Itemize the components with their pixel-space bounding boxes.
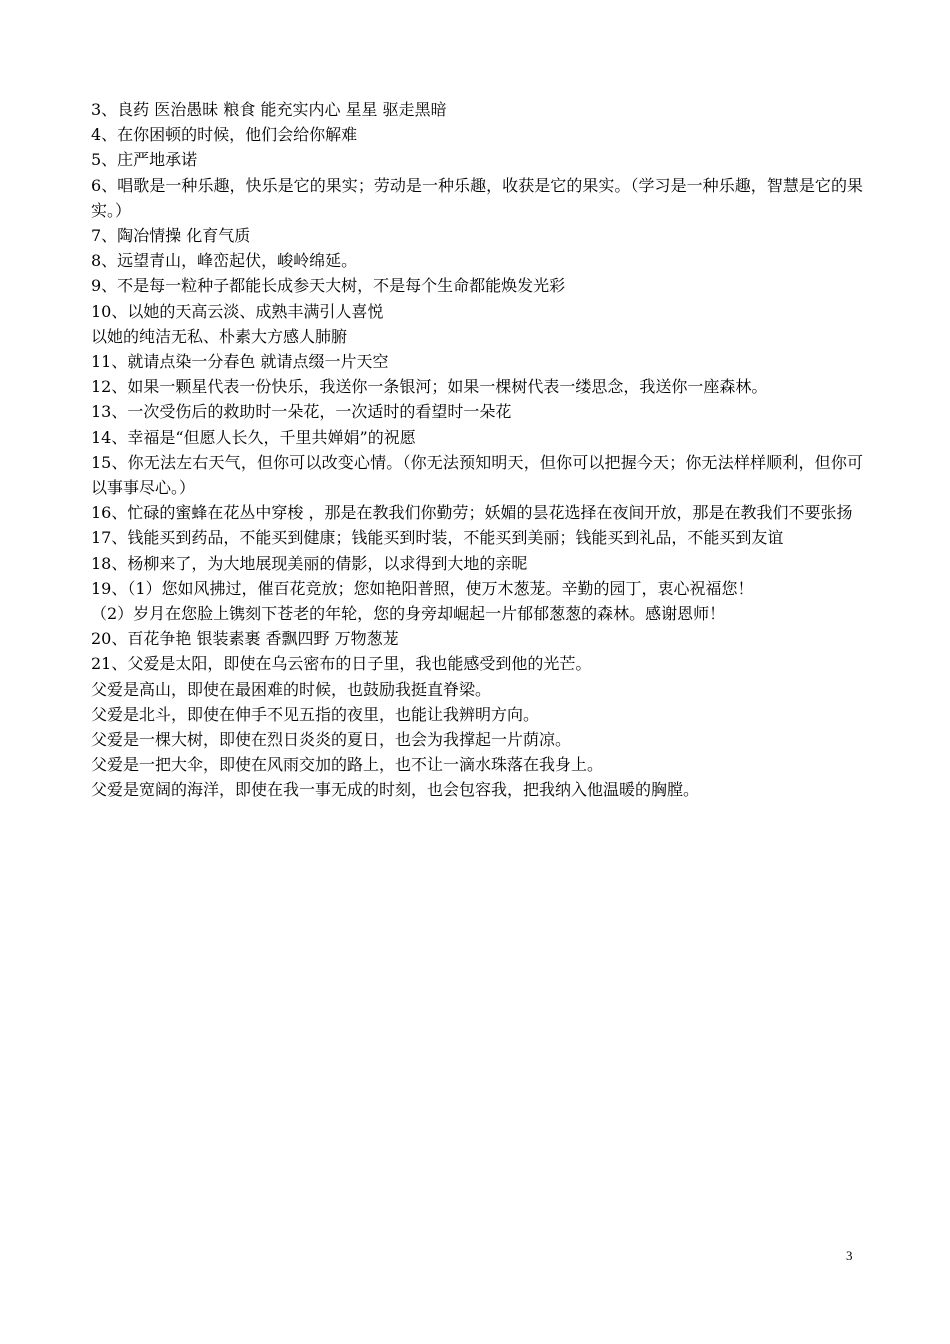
text-line: 9、不是每一粒种子都能长成参天大树，不是每个生命都能焕发光彩 — [91, 276, 566, 296]
text-line: 21、父爱是太阳，即使在乌云密布的日子里，我也能感受到他的光芒。 — [91, 654, 592, 674]
text-line: 13、一次受伤后的救助时一朵花，一次适时的看望时一朵花 — [91, 402, 512, 422]
text-line: 8、远望青山，峰峦起伏，峻岭绵延。 — [91, 251, 358, 271]
text-line: 15、你无法左右天气，但你可以改变心情。（你无法预知明天，但你可以把握今天；你无法样样顺利，但你可以事事尽心。） — [91, 452, 863, 498]
text-line: 5、庄严地承诺 — [91, 150, 198, 170]
text-line: 父爱是一棵大树，即使在烈日炎炎的夏日，也会为我撑起一片荫凉。 — [91, 730, 572, 750]
text-line: 父爱是高山，即使在最困难的时候，也鼓励我挺直脊梁。 — [91, 679, 492, 699]
text-line: 16、忙碌的蜜蜂在花丛中穿梭 ，那是在教我们你勤劳；妖媚的昙花选择在夜间开放，那是在教我们不要张扬 — [91, 503, 853, 523]
text-line: 20、百花争艳 银装素裹 香飘四野 万物葱茏 — [91, 629, 399, 649]
text-line: 12、如果一颗星代表一份快乐，我送你一条银河；如果一棵树代表一缕思念，我送你一座森林。 — [91, 377, 768, 397]
text-line: 14、幸福是“但愿人长久，千里共婵娟”的祝愿 — [91, 427, 416, 447]
text-line: 17、钱能买到药品，不能买到健康；钱能买到时装，不能买到美丽；钱能买到礼品，不能买到友谊 — [91, 528, 784, 548]
text-line: 父爱是北斗，即使在伸手不见五指的夜里，也能让我辨明方向。 — [91, 704, 540, 724]
text-line: 以她的纯洁无私、朴素大方感人肺腑 — [91, 326, 348, 346]
page-number: 3 — [846, 1248, 853, 1263]
text-line: 18、杨柳来了，为大地展现美丽的倩影，以求得到大地的亲昵 — [91, 553, 528, 573]
text-line: （2）岁月在您脸上镌刻下苍老的年轮，您的身旁却崛起一片郁郁葱葱的森林。感谢恩师！ — [91, 604, 726, 624]
text-line: 4、在你困顿的时候，他们会给你解难 — [91, 125, 358, 145]
document-body — [91, 97, 863, 803]
text-line: 父爱是宽阔的海洋，即使在我一事无成的时刻，也会包容我，把我纳入他温暖的胸膛。 — [91, 780, 700, 800]
text-line: 19、（1）您如风拂过，催百花竞放；您如艳阳普照，使万木葱茏。辛勤的园丁，衷心祝福您！ — [91, 578, 754, 598]
text-line: 7、陶冶情操 化育气质 — [91, 226, 251, 246]
text-line: 6、唱歌是一种乐趣，快乐是它的果实；劳动是一种乐趣，收获是它的果实。（学习是一种乐趣，智慧是它的果实。） — [91, 175, 863, 220]
text-line: 3、良药 医治愚昧 粮食 能充实内心 星星 驱走黑暗 — [91, 100, 447, 119]
text-line: 11、就请点染一分春色 就请点缀一片天空 — [91, 352, 389, 372]
text-line: 10、以她的天高云淡、成熟丰满引人喜悦 — [91, 301, 384, 321]
text-line: 父爱是一把大伞，即使在风雨交加的路上，也不让一滴水珠落在我身上。 — [91, 755, 604, 775]
